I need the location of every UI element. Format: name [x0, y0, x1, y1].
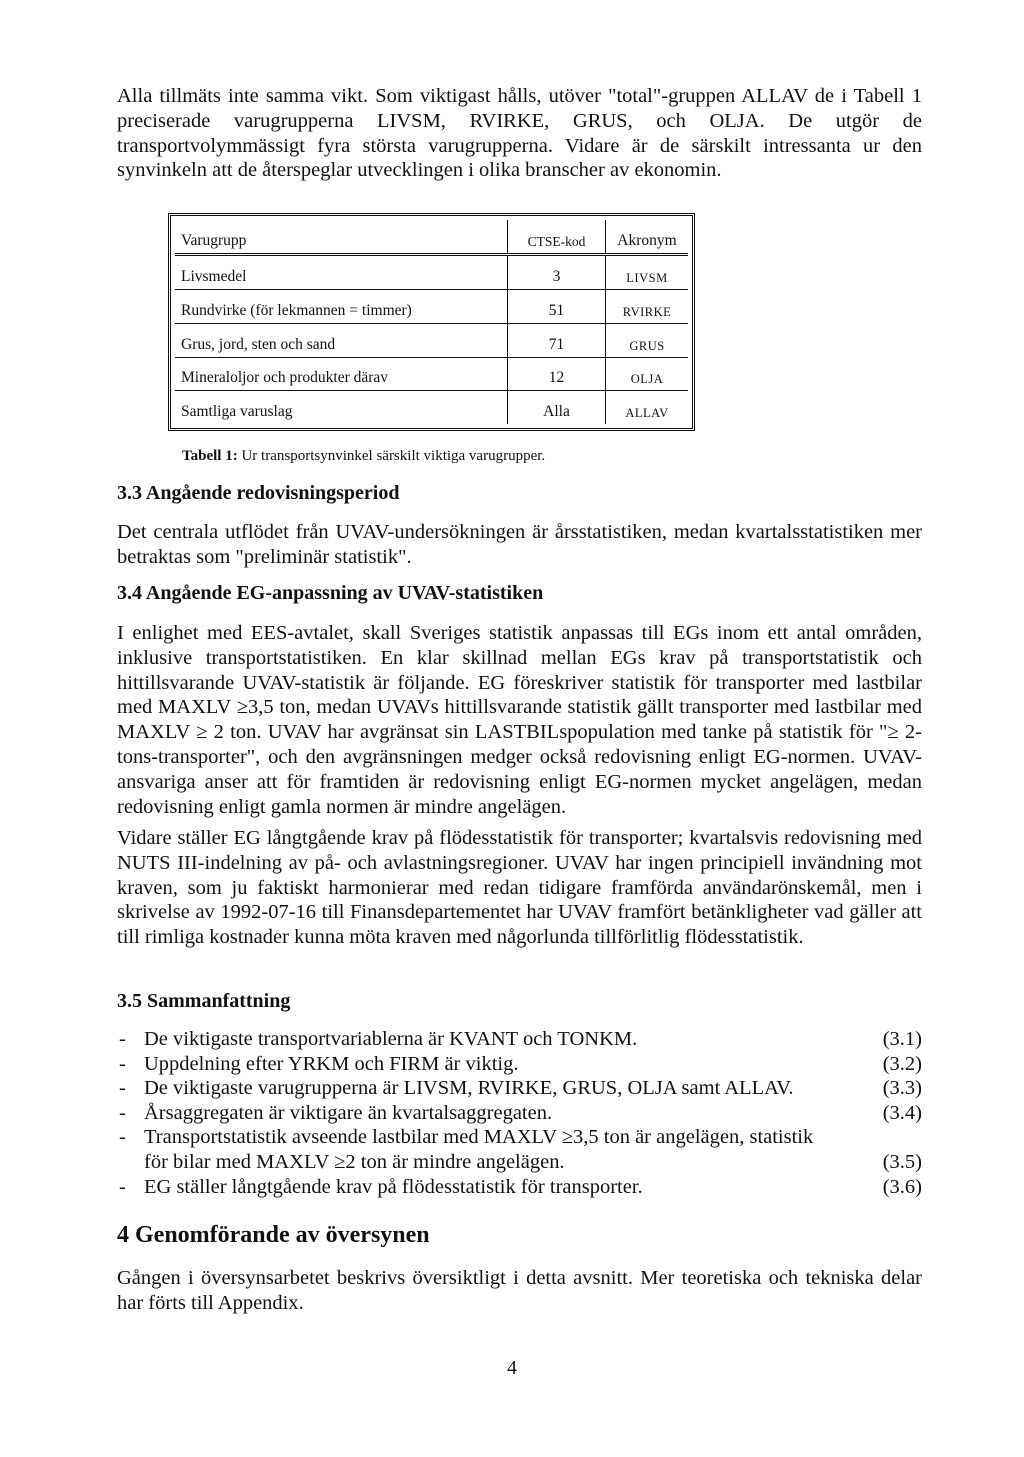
intro-paragraph: Alla tillmäts inte samma vikt. Som viktigast hålls, utöver "total"-gruppen ALLAV de i Tabell 1 preciserade varugrupperna LIVSM, RVIRKE, GRUS, och OLJA. De utgör de transportvolymmässigt fyra största varugrupperna. Vidare är de särskilt intressanta ur den synvinkeln att de återspeglar utvecklingen i olika branscher av ekonomin. [117, 85, 922, 182]
section-4-paragraph: Gången i översynsarbetet beskrivs översiktligt i detta avsnitt. Mer teoretiska och tekniska delar har förts till Appendix. [117, 1267, 922, 1314]
cell-varugrupp: Livsmedel [175, 255, 508, 290]
list-item-ref: (3.5) [882, 1150, 922, 1173]
list-item-ref: (3.2) [882, 1052, 922, 1075]
cell-ctse-kod: 3 [508, 255, 606, 290]
cell-varugrupp: Mineraloljor och produkter därav [175, 357, 508, 391]
cell-akronym: GRUS [606, 324, 689, 358]
list-item: - De viktigaste varugrupperna är LIVSM, RVIRKE, GRUS, OLJA samt ALLAV. (3.3) [119, 1077, 922, 1100]
table-header-row [175, 220, 688, 255]
table-row [175, 391, 688, 424]
list-item-ref: (3.1) [882, 1028, 922, 1050]
cell-ctse-kod: 12 [508, 357, 606, 391]
cell-ctse-kod: 51 [508, 290, 606, 324]
list-item-text: Årsaggregaten är viktigare än kvartalsaggregaten. [144, 1101, 553, 1124]
list-item-text: Transportstatistik avseende lastbilar med MAXLV ≥3,5 ton är angelägen, statistik för bilar med MAXLV ≥2 ton är mindre angelägen. [144, 1126, 814, 1173]
table-row [175, 357, 688, 391]
section-3-5-heading: 3.5 Sammanfattning [117, 990, 291, 1012]
list-item-ref: (3.3) [882, 1077, 922, 1100]
varugrupp-table [168, 213, 695, 431]
cell-akronym: OLJA [606, 357, 689, 391]
table-row [175, 255, 688, 290]
cell-varugrupp: Rundvirke (för lekmannen = timmer) [175, 290, 508, 324]
list-item: - De viktigaste transportvariablerna är KVANT och TONKM. (3.1) [119, 1028, 922, 1050]
list-item: - Transportstatistik avseende lastbilar med MAXLV ≥3,5 ton är angelägen, statistik för bilar med MAXLV ≥2 ton är mindre angelägen. (3.5) [119, 1126, 922, 1173]
table-row [175, 324, 688, 358]
section-3-4-paragraph-1: I enlighet med EES-avtalet, skall Sveriges statistik anpassas till EGs inom ett antal områden, inklusive transportstatistiken. En klar skillnad mellan EGs krav på transportstatistik och hittillsvarande UVAV-statistik är följande. EG föreskriver statistik för transporter med lastbilar med MAXLV ≥3,5 ton, medan UVAVs hittillsvarande statistik gällt transporter med lastbilar med MAXLV ≥ 2 ton. UVAV har avgränsat sin LASTBILspopulation med tanke på statistik för "≥ 2-tons-transporter", och den avgränsningen medger också redovisning enligt EG-normen. UVAV-ansvariga anser att för framtiden är redovisning enligt EG-normen mycket angelägen, medan redovisning enligt gamla normen är mindre angelägen. [117, 622, 922, 818]
list-item: - Uppdelning efter YRKM och FIRM är viktig. (3.2) [119, 1052, 922, 1075]
cell-akronym: ALLAV [606, 391, 689, 424]
summary-list [117, 1027, 922, 1199]
list-item-text: EG ställer långtgående krav på flödesstatistik för transporter. [144, 1175, 643, 1198]
list-item: - EG ställer långtgående krav på flödesstatistik för transporter. (3.6) [119, 1175, 922, 1198]
header-ctse-kod: CTSE-kod [508, 220, 606, 255]
cell-ctse-kod: Alla [508, 391, 606, 424]
table-row [175, 290, 688, 324]
header-varugrupp: Varugrupp [175, 220, 508, 255]
cell-akronym: LIVSM [606, 255, 689, 290]
section-3-3-heading: 3.3 Angående redovisningsperiod [117, 482, 400, 504]
list-item-text: De viktigaste varugrupperna är LIVSM, RVIRKE, GRUS, OLJA samt ALLAV. [144, 1077, 794, 1100]
cell-varugrupp: Samtliga varuslag [181, 403, 293, 420]
caption-text: Ur transportsynvinkel särskilt viktiga varugrupper. [241, 448, 546, 464]
cell-ctse-kod: 71 [508, 324, 606, 358]
list-item-text: Uppdelning efter YRKM och FIRM är viktig. [144, 1052, 519, 1075]
list-item-text: De viktigaste transportvariablerna är KVANT och TONKM. [144, 1028, 638, 1050]
section-3-4-heading: 3.4 Angående EG-anpassning av UVAV-statistiken [117, 582, 544, 604]
section-4-heading: 4 Genomförande av översynen [117, 1222, 430, 1248]
list-item-ref: (3.6) [882, 1175, 922, 1198]
header-akronym: Akronym [606, 220, 689, 255]
caption-label: Tabell 1: [182, 448, 238, 464]
list-item-ref: (3.4) [882, 1101, 922, 1124]
section-3-4-paragraph-2: Vidare ställer EG långtgående krav på flödesstatistik för transporter; kvartalsvis redovisning med NUTS III-indelning av på- och avlastningsregioner. UVAV har ingen principiell invändning mot kraven, som ju faktiskt harmonierar med redan tidigare framförda användarönskemål, men i skrivelse av 1992-07-16 till Finansdepartementet har UVAV framfört betänkligheter vad gäller att till rimliga kostnader kunna möta kraven med någorlunda tillförlitlig flödesstatistik. [117, 827, 922, 949]
cell-akronym: RVIRKE [606, 290, 689, 324]
cell-varugrupp: Grus, jord, sten och sand [175, 324, 508, 358]
page-number: 4 [507, 1357, 517, 1379]
list-item: - Årsaggregaten är viktigare än kvartalsaggregaten. (3.4) [119, 1101, 922, 1124]
section-3-3-paragraph: Det centrala utflödet från UVAV-undersökningen är årsstatistiken, medan kvartalsstatistiken mer betraktas som "preliminär statistik". [117, 521, 922, 568]
table-caption [182, 448, 545, 465]
